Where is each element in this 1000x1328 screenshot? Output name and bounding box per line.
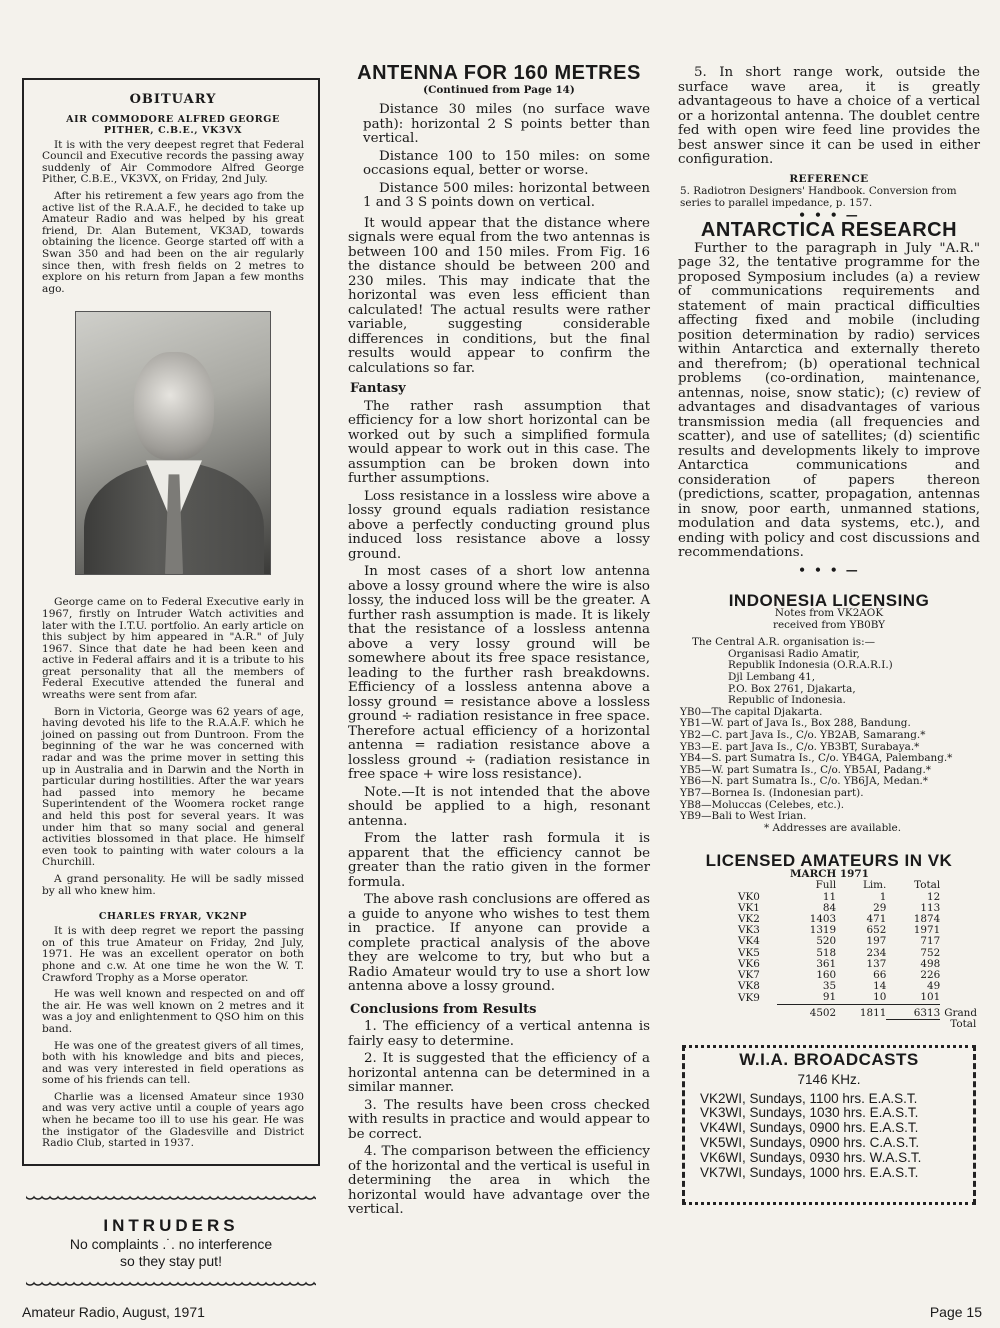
table-row	[738, 992, 980, 1004]
table-cell: 518	[816, 946, 837, 959]
wia-schedule-line: VK7WI, Sundays, 1000 hrs. E.A.S.T.	[700, 1164, 919, 1180]
prefix-text: —C. part Java Is., C/o. YB2AB, Samarang.*	[701, 728, 926, 741]
table-cell: VK6	[738, 957, 760, 970]
table-cell: VK0	[738, 890, 760, 903]
prefix-text: —S. part Sumatra Is., C/o. YB4GA, Palembang.*	[701, 752, 953, 765]
table-cell: 137	[866, 957, 887, 970]
table-cell	[836, 1019, 886, 1030]
indonesia-notes: received from YB0BY	[772, 618, 886, 631]
wia-broadcasts-box	[682, 1045, 976, 1205]
table-cell: Total	[914, 879, 941, 892]
intruders-line: No complaints .˙. no interference	[69, 1236, 273, 1252]
intruders-line: so they stay put!	[120, 1253, 222, 1269]
obituary-paragraph: He was well known and respected on and off the air. He was well known on 2 metres and it was a joy and enlightenment to QSO him on this band.	[42, 988, 304, 1035]
table-cell: 14	[873, 980, 887, 993]
obituary-paragraph: Born in Victoria, George was 62 years of age, having devoted his life to the R.A.A.F. which he joined on passing out from Duntroon. From the beginning of the war he was concerned with radar and was the prime mover in setting this up in Australia and in Darwin and the North in particular during hostilities. After the war years had passed into memory he became Superintendent of the Woomera rocket range and held this post for several years. It was under him that so many social and general activities blossomed in that place. He himself even took to painting with water colours a la Churchill.	[42, 705, 304, 869]
prefix-code: YB8	[680, 798, 702, 811]
table-cell: 1	[879, 890, 887, 903]
prefix-code: YB2	[680, 728, 702, 741]
prefix-code: YB9	[680, 810, 702, 823]
obituary-box	[22, 78, 320, 1166]
table-row	[738, 936, 980, 947]
prefix-code: YB0	[680, 705, 702, 718]
table-cell: Full	[815, 879, 837, 892]
prefix-text: —E. part Java Is., C/o. YB3BT, Surabaya.*	[701, 740, 920, 753]
body-paragraph: The rather rash assumption that efficiency for a low short horizontal can be worked out by such a simplified formula would appear to work out in this case. The assumption can be broken down into further assumptions.	[348, 398, 650, 486]
table-row	[738, 903, 980, 914]
table-cell: 1319	[809, 924, 837, 937]
table-cell	[940, 880, 980, 891]
addresses-note: * Addresses are available.	[764, 821, 902, 834]
table-header-row	[738, 880, 980, 891]
table-total-label-row	[738, 1019, 980, 1030]
prefix-text: —Moluccas (Celebes, etc.).	[701, 798, 845, 811]
body-paragraph: Note.—It is not intended that the above should be applied to a high, resonant antenna.	[348, 784, 650, 829]
licensed-table	[738, 880, 980, 1030]
prefix-text: —W. part Sumatra Is., C/o. YB5AI, Padang.*	[701, 763, 931, 776]
obituary-name-pither: AIR COMMODORE ALFRED GEORGE PITHER, C.B.E., VK3VX	[66, 113, 280, 136]
indonesia-title: INDONESIA LICENSING	[728, 590, 930, 610]
obituary-paragraph: It is with the very deepest regret that Federal Council and Executive records the passing away suddenly of Air Commodore Alfred George Pither, C.B.E., VK3VX, on Friday, 2nd July.	[42, 138, 304, 186]
table-cell: Lim.	[862, 879, 887, 892]
table-row	[738, 981, 980, 992]
table-cell: VK4	[738, 935, 760, 948]
table-cell: 12	[926, 890, 941, 903]
licensed-date: MARCH 1971	[790, 867, 869, 880]
table-cell: 49	[926, 980, 941, 993]
distance-item: Distance 30 miles (no surface wave path): horizontal 2 S points better than vertical.	[363, 102, 650, 146]
body-paragraph: It would appear that the distance where signals were equal from the two antennas is between 100 and 150 miles. From Fig. 16 the distance should be between 200 and 230 miles. This may indicate that the horizontal was even less efficient than calculated! The actual results were rather variable, suggesting considerable differences in conditions, but the final results would appear to confirm the calculations so far.	[348, 215, 650, 376]
table-cell: 160	[816, 969, 837, 981]
table-cell: 717	[920, 935, 941, 948]
prefix-text: —Bali to West Irian.	[701, 810, 807, 823]
table-cell: 1403	[809, 912, 837, 925]
wia-title: W.I.A. BROADCASTS	[739, 1049, 919, 1069]
table-cell: 6313	[886, 1004, 940, 1019]
table-cell: 226	[920, 969, 941, 981]
prefix-entry	[680, 811, 980, 823]
distance-item: Distance 100 to 150 miles: on some occasions equal, better or worse.	[363, 148, 650, 178]
wavy-rule-bottom	[26, 1280, 316, 1288]
body-paragraph: From the latter rash formula it is apparent that the efficiency cannot be greater than the ratio given in the former formula.	[348, 831, 650, 890]
prefix-code: YB5	[680, 763, 702, 776]
obituary-paragraph: It is with deep regret we report the passing on of this true Amateur on Friday, 2nd July, 1971. He was an excellent operator on both phone and c.w. At one time he won the W. T. Crawford Trophy as a Morse operator.	[42, 925, 304, 984]
obituary-paragraph: After his retirement a few years ago from the active list of the R.A.A.F., he decided to take up Amateur Radio and was helped by his great friend, Dr. Alan Butement, VK3AD, towards obtaining the licence. George started off with a Swan 350 and had been on the air regularly since then, with fresh fields on 2 metres to explore on his return from Japan a few months ago.	[42, 189, 304, 295]
table-cell: VK7	[738, 969, 760, 981]
org-line: Djl Lembang 41,	[728, 670, 816, 683]
prefix-code: YB6	[680, 775, 702, 788]
distance-item: Distance 500 miles: horizontal between 1 and 3 S points down on vertical.	[363, 180, 650, 210]
intruders-title: INTRUDERS	[103, 1216, 239, 1235]
reference-heading: REFERENCE	[789, 172, 869, 185]
fantasy-heading: Fantasy	[350, 381, 406, 396]
table-cell: 752	[920, 946, 941, 959]
separator: • • • —	[798, 562, 860, 577]
prefix-text: —W. part of Java Is., Box 288, Bandung.	[701, 717, 911, 730]
conclusion-item: 5. In short range work, outside the surface wave area, it is greatly advantageous to have a choice of a vertical or a horizontal antenna. The doublet centre fed with open wire feed line provides the best answer since it can be used in either configuration.	[678, 65, 980, 167]
table-cell: 101	[920, 991, 941, 1004]
table-cell	[940, 936, 980, 947]
obituary-title: OBITUARY	[129, 92, 217, 107]
conclusion-item: 1. The efficiency of a vertical antenna is fairly easy to determine.	[348, 1019, 650, 1049]
antenna-title: ANTENNA FOR 160 METRES	[357, 62, 641, 84]
footer-page-number: Page 15	[929, 1304, 982, 1320]
obituary-paragraph: He was one of the greatest givers of all times, both with his knowledge and bits and pieces, and was very interested in field operations as some of his friends can tell.	[42, 1039, 304, 1087]
table-cell	[940, 903, 980, 914]
continued-note: (Continued from Page 14)	[423, 83, 575, 96]
obituary-paragraph: A grand personality. He will be sadly missed by all who knew him.	[42, 872, 304, 897]
prefix-text: —Bornea Is. (Indonesian part).	[701, 786, 864, 799]
licensed-title: LICENSED AMATEURS IN VK	[705, 851, 953, 871]
table-cell	[940, 914, 980, 925]
table-cell	[738, 880, 777, 891]
table-cell	[738, 1019, 777, 1030]
prefix-code: YB7	[680, 786, 702, 799]
table-cell: 520	[816, 935, 837, 948]
table-cell: 1811	[836, 1004, 886, 1019]
footer-publication: Amateur Radio, August, 1971	[22, 1304, 205, 1320]
table-cell: VK5	[738, 946, 760, 959]
obituary-paragraph: Charlie was a licensed Amateur since 1930 and was very active until a couple of years ago when he became too ill to use his gear. He was the instigator of the Gladesville and District Radio Club, started in 1937.	[42, 1090, 304, 1150]
table-total-row	[738, 1004, 980, 1019]
table-cell: 66	[873, 969, 887, 981]
table-cell: Grand	[944, 1006, 978, 1019]
prefix-code: YB4	[680, 752, 702, 765]
table-cell: VK8	[738, 980, 760, 993]
org-line: P.O. Box 2761, Djakarta,	[728, 682, 856, 695]
table-cell	[940, 892, 980, 903]
table-cell	[940, 925, 980, 936]
table-cell: 11	[822, 890, 837, 903]
wia-schedule-line: VK4WI, Sundays, 0900 hrs. E.A.S.T.	[700, 1120, 919, 1136]
org-line: Republik Indonesia (O.R.A.R.I.)	[728, 659, 893, 672]
table-cell	[940, 959, 980, 970]
table-cell: 84	[822, 901, 837, 914]
table-cell: 1971	[913, 924, 941, 937]
table-row	[738, 970, 980, 981]
prefix-text: —N. part Sumatra Is., C/o. YB6JA, Medan.*	[701, 775, 929, 788]
table-cell: 361	[816, 957, 837, 970]
wia-schedule-line: VK3WI, Sundays, 1030 hrs. E.A.S.T.	[700, 1105, 919, 1121]
prefix-text: —The capital Djakarta.	[701, 705, 823, 718]
table-cell: 471	[866, 912, 887, 925]
body-paragraph: In most cases of a short low antenna above a lossy ground where the wire is also lossy, the induced loss will be the greater. A further rash assumption is made. It is likely that the resistance of a lossless antenna above a very lossy ground will be somewhere about its free space resistance, leading to the further rash breakdowns. Efficiency of a lossless antenna above a lossy ground = resistance above a lossless ground ÷ radiation resistance in free space. Therefore actual efficiency of a horizontal antenna = radiation resistance above a lossless ground ÷ (radiation resistance in free space + wire loss resistance).	[348, 564, 650, 782]
table-cell: 498	[920, 957, 941, 970]
table-cell: 113	[920, 901, 941, 914]
table-cell: VK3	[738, 924, 760, 937]
wia-schedule-line: VK5WI, Sundays, 0900 hrs. C.A.S.T.	[700, 1134, 920, 1150]
table-cell: 10	[873, 991, 887, 1004]
org-line: Organisasi Radio Amatir,	[728, 647, 860, 660]
table-row	[738, 892, 980, 903]
table-cell: 197	[866, 935, 887, 948]
conclusions-heading: Conclusions from Results	[350, 1001, 537, 1017]
table-row	[738, 948, 980, 959]
table-cell: Total	[950, 1018, 977, 1031]
org-line: Republic of Indonesia.	[728, 694, 846, 707]
table-cell	[940, 981, 980, 992]
obituary-column	[22, 78, 320, 1288]
conclusion-item: 2. It is suggested that the efficiency of a horizontal antenna can be determined in a similar manner.	[348, 1051, 650, 1095]
antenna-column	[348, 62, 650, 1221]
prefix-code: YB3	[680, 740, 702, 753]
table-cell	[940, 948, 980, 959]
table-cell: VK1	[738, 901, 760, 914]
reference-text: 5. Radiotron Designers' Handbook. Conversion from series to parallel impedance, p. 157.	[680, 185, 957, 209]
separator: • • • —	[798, 208, 860, 222]
obituary-name-fryar: CHARLES FRYAR, VK2NP	[98, 911, 248, 923]
conclusion-item: 4. The comparison between the efficiency of the horizontal and the vertical is useful in determining the area in which the horizontal would have advantage over the vertical.	[348, 1144, 650, 1217]
table-row	[738, 925, 980, 936]
obituary-paragraph: George came on to Federal Executive early in 1967, firstly on Intruder Watch activities and later with the I.T.U. portfolio. An early article on this subject by him appeared in "A.R." of July 1967. Since that date he had been keen and active in Federal affairs and it is a tribute to his great personality that all the members of Federal Executive attended the funeral and wreaths were sent from afar.	[42, 596, 304, 702]
portrait-photo	[75, 311, 271, 575]
table-cell: 1874	[913, 912, 941, 925]
table-cell	[886, 1019, 940, 1030]
prefix-list	[678, 707, 980, 823]
table-cell: 35	[822, 980, 837, 993]
table-cell: 91	[822, 991, 837, 1004]
table-cell: 4502	[777, 1004, 836, 1019]
antarctica-title: ANTARCTICA RESEARCH	[700, 219, 958, 241]
table-cell	[940, 992, 980, 1004]
table-cell	[940, 970, 980, 981]
wia-frequency: 7146 KHz.	[797, 1072, 861, 1088]
table-cell	[738, 1004, 777, 1019]
body-paragraph: Loss resistance in a lossless wire above a lossy ground equals radiation resistance above a perfectly conducting ground plus induced loss resistance above a lossy ground.	[348, 488, 650, 562]
wia-schedule-line: VK6WI, Sundays, 0930 hrs. W.A.S.T.	[700, 1149, 922, 1165]
right-column	[678, 66, 980, 1205]
table-cell: 29	[873, 901, 887, 914]
wia-schedule-line: VK2WI, Sundays, 1100 hrs. E.A.S.T.	[700, 1090, 918, 1106]
wavy-rule-top	[26, 1194, 316, 1202]
org-intro: The Central A.R. organisation is:—	[692, 636, 875, 649]
table-cell	[777, 1019, 836, 1030]
conclusion-item: 3. The results have been cross checked with results in practice and would appear to be correct.	[348, 1097, 650, 1142]
wia-schedule	[692, 1092, 966, 1181]
indonesia-notes: Notes from VK2AOK	[774, 607, 884, 619]
prefix-code: YB1	[680, 717, 702, 730]
table-cell: 652	[866, 924, 887, 937]
table-cell: 234	[866, 946, 887, 959]
intruders-notice	[22, 1216, 320, 1270]
table-cell: VK9	[738, 991, 760, 1004]
table-row	[738, 959, 980, 970]
table-row	[738, 914, 980, 925]
body-paragraph: The above rash conclusions are offered as a guide to anyone who wishes to test them in practice. If anyone can provide a complete practical analysis of the above they are welcome to try, but who but a Radio Amateur would try to use a short low antenna above a lossy ground.	[348, 892, 650, 994]
table-cell: VK2	[738, 912, 760, 925]
antarctica-paragraph: Further to the paragraph in July "A.R." page 32, the tentative programme for the proposed Symposium includes (a) a review of communications requirements and statement of main practical difficulties affecting fixed and mobile (including position determination by radio) services within Antarctica and externally thereto and therefrom; (b) operational technical problems (co-ordination, maintenance, antennas, noise, snow static); (c) review of advantages and disadvantages of various transmission media (all frequencies and scatter), and use of satellites; (d) scientific results and developments likely to improve Antarctica communications and consideration of papers thereon (predictions, scatter, propagation, antennas in snow, poor earth, unmanned stations, modulation and data systems, etc.), and ending with policy and cost discussions and recommendations.	[678, 240, 980, 560]
